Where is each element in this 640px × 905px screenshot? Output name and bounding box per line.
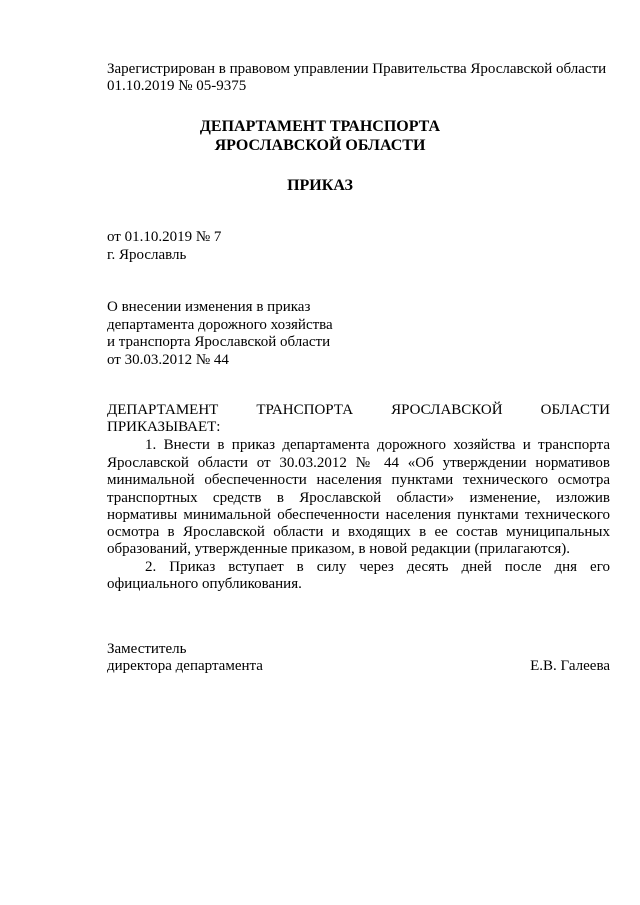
item1-line-4: транспортных средств в Ярославской области» изменение, изложив [107, 490, 610, 506]
document-type-title: ПРИКАЗ [287, 177, 353, 194]
order-date-number: от 01.10.2019 № 7 [107, 229, 222, 245]
preamble-order-word: ПРИКАЗЫВАЕТ: [107, 419, 221, 435]
subject-line-2: департамента дорожного хозяйства [107, 317, 333, 333]
preamble-word: ОБЛАСТИ [540, 402, 610, 418]
preamble-word: ТРАНСПОРТА [256, 402, 354, 418]
item2-line-1: 2. Приказ вступает в силу через десять дней после дня его [145, 559, 610, 575]
signatory-position-line-1: Заместитель [107, 641, 187, 657]
subject-line-1: О внесении изменения в приказ [107, 299, 311, 315]
registration-line-1: Зарегистрирован в правовом управлении Правительства Ярославской области [107, 61, 607, 77]
item1-line-7: образований, утвержденные приказом, в новой редакции (прилагаются). [107, 541, 571, 557]
signatory-position-line-2: директора департамента [107, 658, 263, 674]
item1-line-1: 1. Внести в приказ департамента дорожного хозяйства и транспорта [145, 437, 610, 453]
subject-line-3: и транспорта Ярославской области [107, 334, 331, 350]
signatory-name: Е.В. Галеева [530, 658, 610, 674]
preamble-word: ДЕПАРТАМЕНТ [107, 402, 219, 418]
item2-line-2: официального опубликования. [107, 576, 302, 592]
item1-line-3: минимальной обеспеченности населения пунктами технического осмотра [107, 472, 610, 488]
registration-line-2: 01.10.2019 № 05-9375 [107, 78, 247, 94]
order-city: г. Ярославль [107, 247, 187, 263]
subject-line-4: от 30.03.2012 № 44 [107, 352, 229, 368]
item1-line-5: нормативы минимальной обеспеченности населения пунктами технического [107, 507, 610, 523]
item1-line-2: Ярославской области от 30.03.2012 № 44 «Об утверждении нормативов [107, 455, 610, 471]
item1-line-6: осмотра в Ярославской области и входящих в ее состав муниципальных [107, 524, 610, 540]
preamble-line [107, 402, 610, 419]
department-title-line-1: ДЕПАРТАМЕНТ ТРАНСПОРТА [199, 118, 441, 135]
preamble-word: ЯРОСЛАВСКОЙ [391, 402, 503, 418]
department-title-line-2: ЯРОСЛАВСКОЙ ОБЛАСТИ [214, 137, 426, 154]
